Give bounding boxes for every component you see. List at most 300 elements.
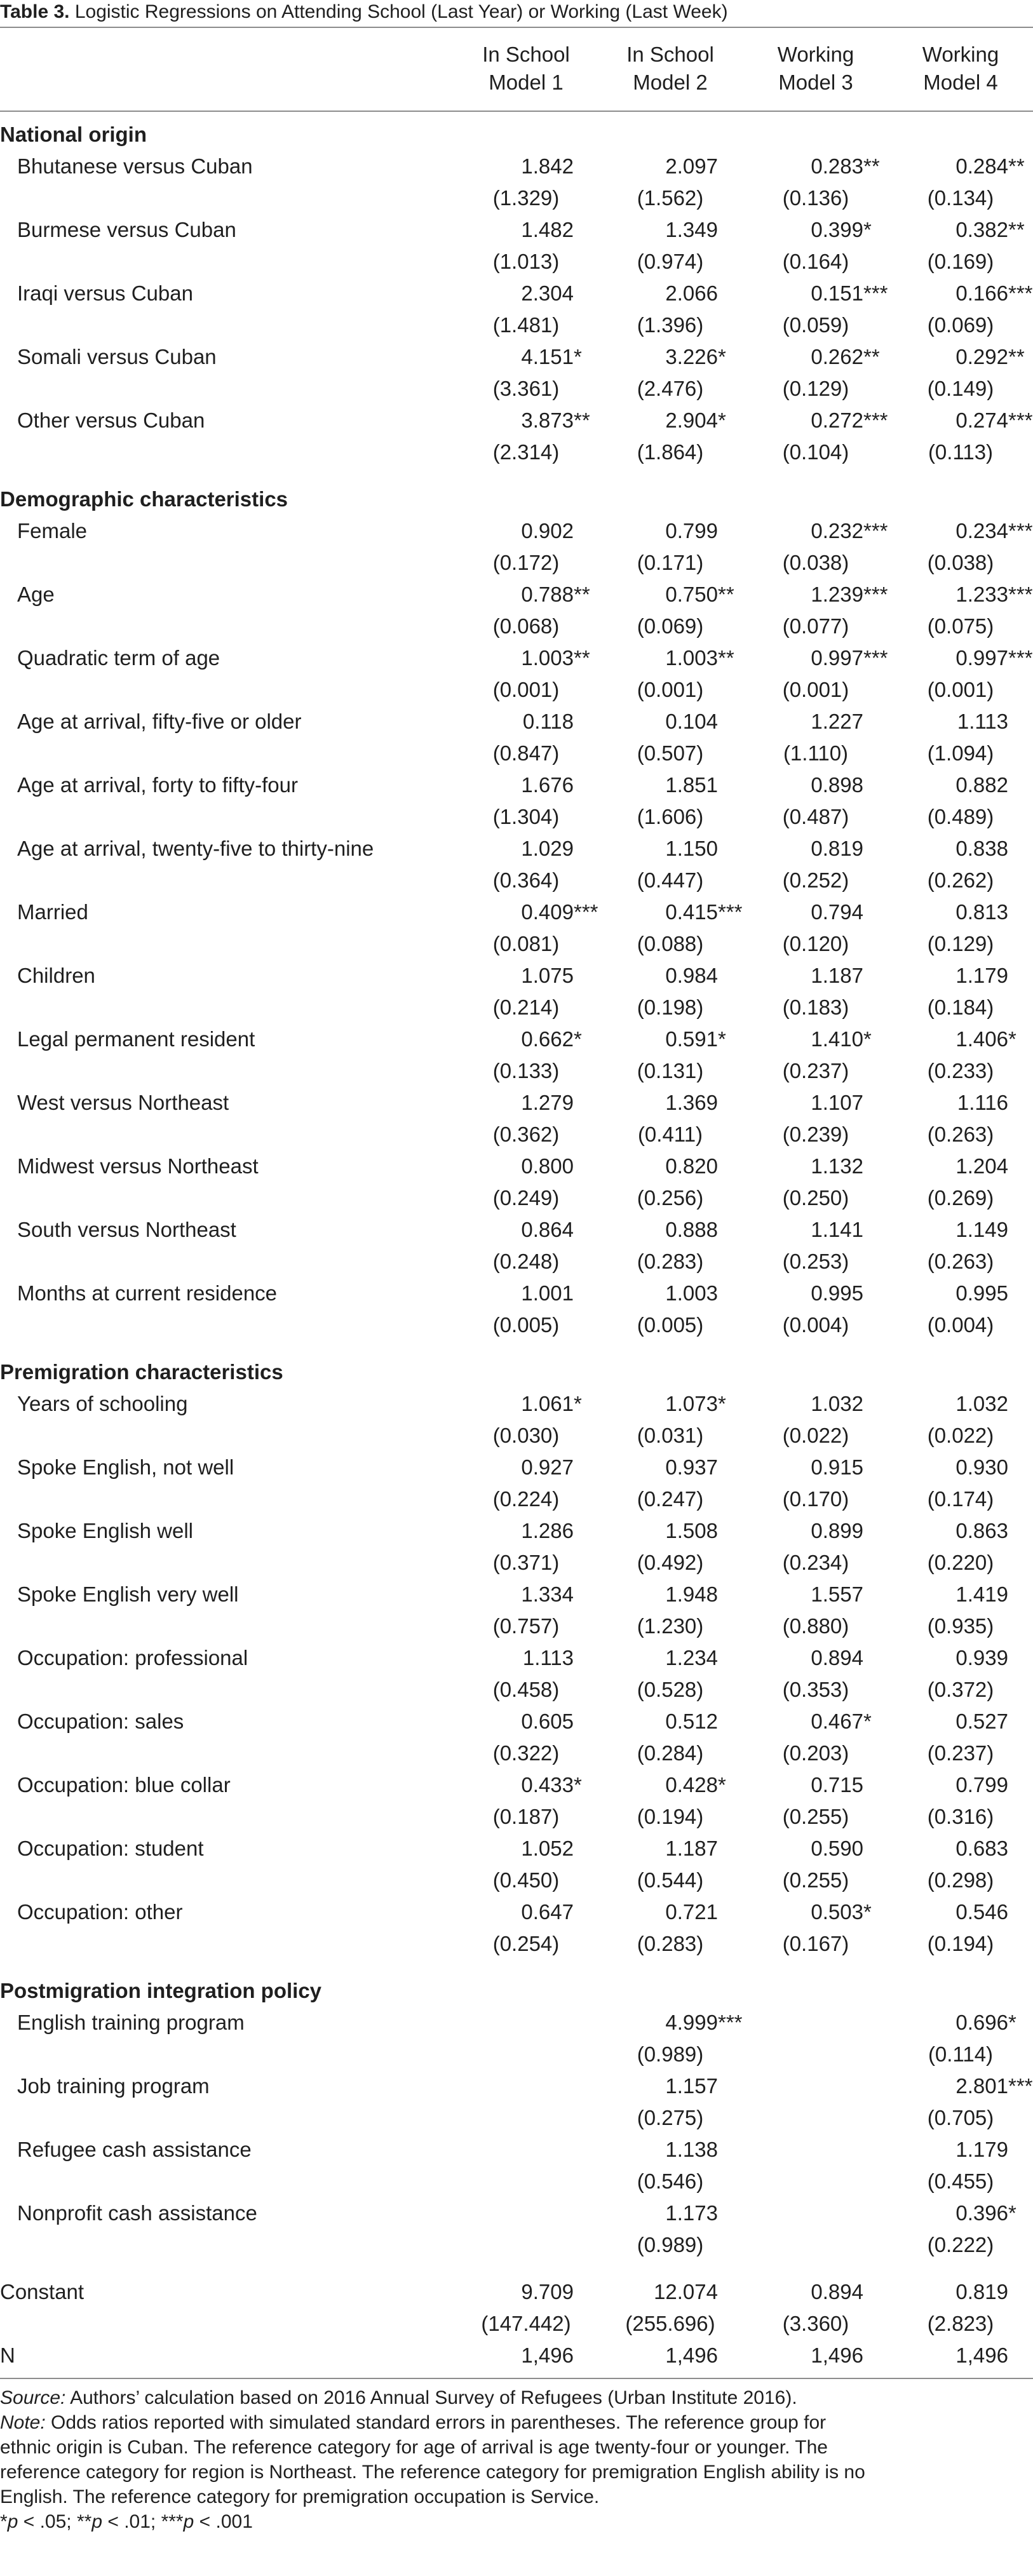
std-error-row: [0, 2039, 1033, 2070]
coef-value: 0.382: [955, 218, 1008, 241]
std-error-cell: [768, 1547, 863, 1579]
row-label: Age at arrival, forty to fifty-four: [17, 773, 298, 797]
std-error-value: (1.110): [783, 741, 849, 765]
std-error-row: [0, 674, 1033, 706]
coef-cell: [913, 960, 1008, 992]
coef-value: 0.788: [521, 583, 574, 606]
coef-cell: [768, 896, 863, 928]
coef-value: 4.999: [665, 2011, 718, 2034]
coef-value: 0.995: [811, 1281, 863, 1305]
std-error-cell: [623, 1865, 718, 1896]
std-error-cell: [768, 928, 863, 960]
coef-cell: [768, 214, 872, 246]
significance-stars: ***: [1008, 281, 1033, 305]
std-error-value: (0.237): [927, 1741, 994, 1765]
std-error-cell: [623, 674, 718, 706]
coef-cell: [913, 1833, 1008, 1865]
std-error-cell: [768, 2102, 863, 2134]
coef-value: 0.800: [521, 1154, 574, 1178]
coef-value: 1.073: [665, 1392, 718, 1415]
std-error-cell: [768, 674, 863, 706]
std-error-value: (0.069): [637, 614, 704, 638]
std-error-cell: [768, 1737, 863, 1769]
column-header-3: [743, 41, 889, 97]
coef-value: 9.709: [521, 2280, 574, 2303]
std-error-cell: [913, 1420, 1008, 1452]
coef-value: 1.419: [955, 1582, 1008, 1606]
significance-stars: *: [718, 1392, 726, 1415]
coef-cell: [478, 642, 590, 674]
row-label: Age at arrival, fifty-five or older: [17, 710, 302, 733]
std-error-value: (0.263): [927, 1123, 994, 1146]
std-error-cell: [478, 309, 574, 341]
coef-value: 3.226: [665, 345, 718, 368]
std-error-row: [0, 928, 1033, 960]
coef-cell: [623, 1579, 718, 1610]
coef-value: 1.204: [955, 1154, 1008, 1178]
std-error-cell: [478, 1737, 574, 1769]
std-error-row: [0, 1801, 1033, 1833]
std-error-cell: [768, 246, 863, 278]
coef-value: 0.647: [521, 1900, 574, 1924]
table-row: [0, 706, 1033, 738]
coef-value: 0.813: [955, 900, 1008, 924]
coef-value: 1.141: [811, 1218, 863, 1241]
std-error-row: [0, 1309, 1033, 1341]
coef-value: 0.898: [811, 773, 863, 797]
std-error-cell: [913, 1483, 1008, 1515]
std-error-value: (0.935): [927, 1614, 994, 1638]
std-error-cell: [478, 1674, 574, 1706]
std-error-cell: [768, 1055, 863, 1087]
std-error-value: (0.880): [782, 1614, 849, 1638]
std-error-cell: [913, 2166, 1008, 2197]
std-error-cell: [768, 547, 863, 579]
coef-value: 1.349: [665, 218, 718, 241]
std-error-cell: [478, 436, 574, 468]
std-error-value: (0.250): [782, 1186, 849, 1210]
coef-cell: [913, 515, 1033, 547]
std-error-row: [0, 547, 1033, 579]
std-error-cell: [623, 1483, 718, 1515]
coef-value: 1.149: [955, 1218, 1008, 1241]
table-row: [0, 151, 1033, 182]
coef-value: 2.304: [521, 281, 574, 305]
coef-cell: [478, 2007, 574, 2039]
coef-cell: [478, 960, 574, 992]
std-error-cell: [913, 1737, 1008, 1769]
coef-value: 0.415: [665, 900, 718, 924]
std-error-row: [0, 1119, 1033, 1150]
coef-cell: [913, 896, 1008, 928]
coef-value: 2.097: [665, 154, 718, 178]
coef-cell: [913, 706, 1008, 738]
std-error-cell: [623, 436, 718, 468]
table-row: [0, 2197, 1033, 2229]
coef-value: 0.894: [811, 2280, 863, 2303]
std-error-value: (0.322): [492, 1741, 560, 1765]
std-error-cell: [478, 865, 574, 896]
std-error-value: (0.022): [927, 1424, 994, 1447]
row-label: Spoke English well: [17, 1519, 193, 1542]
table-row: [0, 1388, 1033, 1420]
coef-cell: [478, 1023, 582, 1055]
coef-cell: [768, 2134, 863, 2166]
std-error-value: (0.194): [637, 1805, 704, 1828]
coef-cell: [913, 2197, 1016, 2229]
coef-value: 3.873: [521, 408, 574, 432]
std-error-value: (0.256): [637, 1186, 704, 1210]
std-error-value: (0.214): [492, 995, 560, 1019]
significance-stars: *: [574, 345, 582, 368]
coef-cell: [913, 151, 1025, 182]
coef-cell: [768, 1388, 863, 1420]
std-error-value: (0.114): [928, 2042, 994, 2066]
std-error-cell: [623, 928, 718, 960]
std-error-cell: [768, 1674, 863, 1706]
coef-cell: [478, 1833, 574, 1865]
coef-cell: [623, 2007, 743, 2039]
std-error-value: (0.353): [782, 1678, 849, 1701]
coef-value: 1.676: [521, 773, 574, 797]
coef-cell: [768, 960, 863, 992]
coef-cell: [478, 1452, 574, 1483]
std-error-cell: [478, 1547, 574, 1579]
std-error-value: (0.131): [637, 1059, 704, 1082]
coef-cell: [913, 1452, 1008, 1483]
row-label: South versus Northeast: [17, 1218, 236, 1241]
row-label: Occupation: blue collar: [17, 1773, 231, 1797]
std-error-row: [0, 1547, 1033, 1579]
note-line-1: Note: Odds ratios reported with simulated standard errors in parentheses. The reference group for: [0, 2412, 827, 2433]
std-error-row: [0, 182, 1033, 214]
coef-cell: [623, 1214, 718, 1246]
std-error-cell: [768, 1865, 863, 1896]
std-error-value: (0.222): [927, 2233, 994, 2256]
coef-cell: [768, 2070, 863, 2102]
coef-cell: [478, 341, 582, 373]
coef-cell: [768, 2197, 863, 2229]
coef-cell: [913, 1579, 1008, 1610]
coef-cell: [623, 2134, 718, 2166]
coef-value: 1.001: [521, 1281, 574, 1305]
source-note: Source: Authors’ calculation based on 2016 Annual Survey of Refugees (Urban Institute 2016).: [0, 2387, 797, 2408]
coef-cell: [768, 1579, 863, 1610]
std-error-value: (0.253): [782, 1250, 849, 1273]
coef-value: 0.939: [955, 1646, 1008, 1669]
std-error-value: (1.094): [927, 741, 994, 765]
coef-value: 0.899: [811, 1519, 863, 1542]
std-error-value: (0.447): [637, 868, 704, 892]
row-label: Spoke English, not well: [17, 1455, 234, 1479]
std-error-cell: [623, 865, 718, 896]
std-error-value: (0.001): [782, 678, 849, 701]
row-label: Occupation: professional: [17, 1646, 248, 1669]
significance-stars: **: [574, 583, 590, 606]
coef-value: 1.173: [665, 2201, 718, 2225]
column-header-model: Model 3: [778, 71, 853, 94]
std-error-cell: [913, 1547, 1008, 1579]
std-error-value: (0.237): [782, 1059, 849, 1082]
std-error-cell: [478, 1182, 574, 1214]
coef-value: 1.003: [665, 1281, 718, 1305]
std-error-value: (0.371): [492, 1551, 560, 1574]
std-error-row: [0, 865, 1033, 896]
std-error-value: (0.184): [927, 995, 994, 1019]
row-label: Refugee cash assistance: [17, 2138, 252, 2161]
std-error-cell: [478, 2102, 574, 2134]
std-error-row: [0, 436, 1033, 468]
coef-value: 0.166: [955, 281, 1008, 305]
std-error-cell: [623, 373, 718, 405]
std-error-cell: [623, 1928, 718, 1960]
coef-value: 0.799: [955, 1773, 1008, 1797]
std-error-cell: [478, 1055, 574, 1087]
std-error-value: (1.230): [637, 1614, 704, 1638]
coef-value: 0.433: [521, 1773, 574, 1797]
std-error-cell: [478, 1483, 574, 1515]
table-row: [0, 833, 1033, 865]
significance-stars: *: [574, 1027, 582, 1051]
column-header-line: Working: [777, 43, 854, 66]
table-row: [0, 1023, 1033, 1055]
coef-cell: [478, 1214, 574, 1246]
coef-cell: [478, 278, 574, 309]
std-error-cell: [913, 801, 1008, 833]
significance-stars: *: [1008, 2201, 1016, 2225]
significance-stars: *: [718, 1773, 726, 1797]
table-row: [0, 769, 1033, 801]
std-error-row: [0, 610, 1033, 642]
coef-value: 1.948: [665, 1582, 718, 1606]
coef-cell: [768, 2276, 863, 2308]
coef-cell: [768, 2007, 863, 2039]
row-label: Midwest versus Northeast: [17, 1154, 259, 1178]
column-header-model: Model 4: [923, 71, 998, 94]
table-row: [0, 1278, 1033, 1309]
coef-value: 0.937: [665, 1455, 718, 1479]
std-error-value: (1.396): [637, 313, 704, 337]
coef-value: 0.997: [955, 646, 1008, 670]
std-error-cell: [478, 1119, 574, 1150]
std-error-value: (0.249): [492, 1186, 560, 1210]
std-error-value: (0.239): [782, 1123, 849, 1146]
std-error-cell: [768, 992, 863, 1023]
significance-stars: **: [1008, 154, 1025, 178]
coef-cell: [913, 1150, 1008, 1182]
std-error-value: (2.476): [637, 377, 704, 400]
std-error-cell: [623, 992, 718, 1023]
std-error-cell: [623, 1801, 718, 1833]
std-error-value: (0.283): [637, 1250, 704, 1273]
table-row: [0, 405, 1033, 436]
std-error-value: (0.134): [927, 186, 994, 210]
coef-cell: [913, 579, 1033, 610]
significance-stars: ***: [863, 519, 888, 543]
coef-cell: [913, 1515, 1008, 1547]
row-label: Spoke English very well: [17, 1582, 239, 1606]
coef-value: 1,496: [521, 2343, 574, 2367]
coef-cell: [913, 1388, 1008, 1420]
coef-cell: [478, 1769, 582, 1801]
std-error-cell: [478, 1610, 574, 1642]
std-error-value: (0.001): [637, 678, 704, 701]
coef-cell: [768, 1896, 872, 1928]
table-row: [0, 278, 1033, 309]
coef-value: 1.032: [811, 1392, 863, 1415]
coef-cell: [768, 341, 880, 373]
note-line-3: reference category for region is Northeast. The reference category for premigration English ability is no: [0, 2462, 865, 2483]
significance-stars: *: [718, 408, 726, 432]
table-row: [0, 2340, 1033, 2371]
std-error-row: [0, 246, 1033, 278]
coef-value: 1.842: [521, 154, 574, 178]
std-error-row: [0, 738, 1033, 769]
coef-cell: [768, 515, 888, 547]
coef-cell: [768, 1023, 872, 1055]
std-error-cell: [623, 2102, 718, 2134]
coef-cell: [623, 1833, 718, 1865]
std-error-value: (0.298): [927, 1868, 994, 1892]
coef-cell: [913, 642, 1033, 674]
std-error-cell: [478, 1309, 574, 1341]
coef-cell: [478, 2276, 574, 2308]
std-error-value: (1.013): [492, 250, 560, 273]
std-error-row: [0, 1737, 1033, 1769]
coef-value: 1.157: [665, 2074, 718, 2098]
coef-value: 0.984: [665, 964, 718, 987]
std-error-cell: [478, 2229, 574, 2261]
std-error-value: (0.269): [927, 1186, 994, 1210]
coef-cell: [913, 214, 1025, 246]
table-row: [0, 1896, 1033, 1928]
coef-value: 0.590: [811, 1837, 863, 1860]
coef-value: 0.605: [521, 1709, 574, 1733]
coef-cell: [623, 214, 718, 246]
coef-value: 0.819: [955, 2280, 1008, 2303]
column-header-2: [597, 41, 743, 97]
coef-cell: [623, 1769, 726, 1801]
std-error-value: (0.059): [782, 313, 849, 337]
table-row: [0, 1515, 1033, 1547]
significance-stars: *: [863, 1900, 872, 1924]
coef-cell: [768, 833, 863, 865]
std-error-value: (0.081): [492, 932, 560, 955]
std-error-row: [0, 373, 1033, 405]
std-error-value: (0.113): [928, 440, 994, 464]
coef-cell: [623, 515, 718, 547]
section-label: Demographic characteristics: [0, 487, 288, 511]
coef-value: 0.721: [665, 1900, 718, 1924]
coef-cell: [913, 1642, 1008, 1674]
std-error-value: (0.031): [637, 1424, 704, 1447]
std-error-cell: [913, 865, 1008, 896]
std-error-cell: [768, 865, 863, 896]
coef-value: 1.286: [521, 1519, 574, 1542]
table-row: [0, 2007, 1033, 2039]
coef-cell: [478, 1515, 574, 1547]
std-error-row: [0, 1246, 1033, 1278]
significance-stars: **: [718, 583, 734, 606]
std-error-value: (0.283): [637, 1932, 704, 1955]
std-error-cell: [623, 1547, 718, 1579]
std-error-cell: [913, 309, 1008, 341]
std-error-value: (0.757): [492, 1614, 560, 1638]
coef-value: 1.334: [521, 1582, 574, 1606]
coef-value: 1.187: [665, 1837, 718, 1860]
column-header-line: In School: [482, 43, 570, 66]
std-error-cell: [913, 1246, 1008, 1278]
coef-cell: [913, 341, 1025, 373]
coef-value: 1.239: [811, 583, 863, 606]
coef-value: 0.882: [955, 773, 1008, 797]
coef-value: 0.503: [811, 1900, 863, 1924]
coef-cell: [623, 1452, 718, 1483]
coef-value: 12.074: [654, 2280, 718, 2303]
coef-value: 0.274: [955, 408, 1008, 432]
std-error-cell: [913, 436, 1008, 468]
std-error-row: [0, 2229, 1033, 2261]
coef-value: 0.997: [811, 646, 863, 670]
std-error-value: (0.487): [782, 805, 849, 828]
coef-cell: [913, 833, 1008, 865]
coef-cell: [768, 405, 888, 436]
std-error-row: [0, 1420, 1033, 1452]
coef-cell: [478, 833, 574, 865]
coef-value: 1.233: [955, 583, 1008, 606]
std-error-cell: [623, 2039, 718, 2070]
section-label: National origin: [0, 123, 147, 146]
coef-cell: [478, 2134, 574, 2166]
coef-cell: [768, 2340, 863, 2371]
std-error-cell: [913, 1928, 1008, 1960]
row-label: Age: [17, 583, 55, 606]
std-error-value: (0.005): [637, 1313, 704, 1337]
std-error-cell: [768, 1801, 863, 1833]
coef-cell: [478, 1388, 582, 1420]
coef-cell: [768, 1833, 863, 1865]
std-error-cell: [478, 1801, 574, 1833]
coef-cell: [623, 151, 718, 182]
std-error-value: (0.284): [637, 1741, 704, 1765]
coef-value: 1,496: [665, 2343, 718, 2367]
std-error-cell: [913, 738, 1008, 769]
coef-value: 0.794: [811, 900, 863, 924]
coef-cell: [623, 1642, 718, 1674]
coef-value: 1.179: [955, 964, 1008, 987]
std-error-cell: [913, 2308, 1008, 2340]
std-error-value: (0.164): [782, 250, 849, 273]
coef-value: 1.406: [955, 1027, 1008, 1051]
table-row: [0, 341, 1033, 373]
std-error-value: (1.606): [637, 805, 704, 828]
std-error-cell: [768, 1483, 863, 1515]
coef-cell: [478, 214, 574, 246]
coef-cell: [623, 2276, 718, 2308]
std-error-value: (0.262): [927, 868, 994, 892]
std-error-value: (1.864): [637, 440, 704, 464]
std-error-cell: [768, 373, 863, 405]
std-error-cell: [768, 2229, 863, 2261]
std-error-cell: [478, 246, 574, 278]
std-error-value: (0.450): [492, 1868, 560, 1892]
bottom-rule: [0, 2378, 1033, 2379]
row-label: Occupation: other: [17, 1900, 183, 1924]
std-error-cell: [478, 373, 574, 405]
std-error-row: [0, 1928, 1033, 1960]
std-error-value: (0.224): [492, 1487, 560, 1511]
significance-stars: ***: [574, 900, 598, 924]
